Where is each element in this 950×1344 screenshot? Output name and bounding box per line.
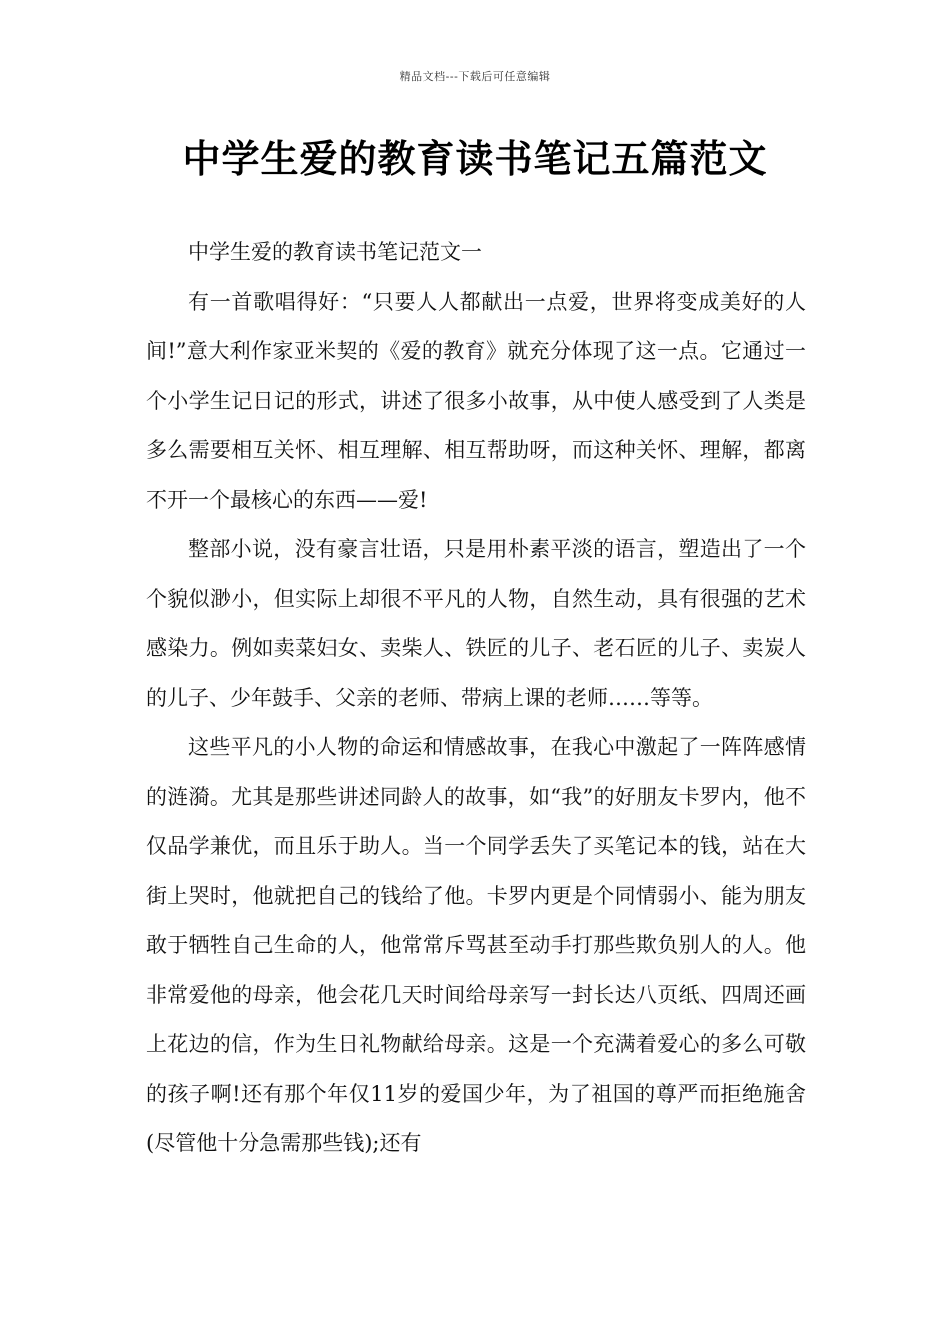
paragraph: 整部小说，没有豪言壮语，只是用朴素平淡的语言，塑造出了一个个貌似渺小，但实际上却很不平凡的人物，自然生动，具有很强的艺术感染力。例如卖菜妇女、卖柴人、铁匠的儿子、老石匠的儿子、卖炭人的儿子、少年鼓手、父亲的老师、带病上课的老师……等等。	[146, 537, 806, 710]
paragraph: 有一首歌唱得好：“只要人人都献出一点爱，世界将变成美好的人间!”意大利作家亚米契的《爱的教育》就充分体现了这一点。它通过一个小学生记日记的形式，讲述了很多小故事，从中使人感受到了人类是多么需要相互关怀、相互理解、相互帮助呀，而这种关怀、理解，都离不开一个最核心的东西——爱!	[146, 289, 806, 512]
section-heading: 中学生爱的教育读书笔记范文一	[188, 240, 482, 264]
document-title: 中学生爱的教育读书笔记五篇范文	[182, 136, 768, 181]
document-body	[146, 228, 806, 1169]
header-note: 精品文档---下载后可任意编辑	[399, 70, 551, 83]
paragraph: 这些平凡的小人物的命运和情感故事，在我心中激起了一阵阵感情的涟漪。尤其是那些讲述同龄人的故事，如“我”的好朋友卡罗内，他不仅品学兼优，而且乐于助人。当一个同学丢失了买笔记本的钱，站在大街上哭时，他就把自己的钱给了他。卡罗内更是个同情弱小、能为朋友敢于牺牲自己生命的人，他常常斥骂甚至动手打那些欺负别人的人。他非常爱他的母亲，他会花几天时间给母亲写一封长达八页纸、四周还画上花边的信，作为生日礼物献给母亲。这是一个充满着爱心的多么可敬的孩子啊!还有那个年仅11岁的爱国少年，为了祖国的尊严而拒绝施舍(尽管他十分急需那些钱);还有	[146, 735, 806, 1155]
